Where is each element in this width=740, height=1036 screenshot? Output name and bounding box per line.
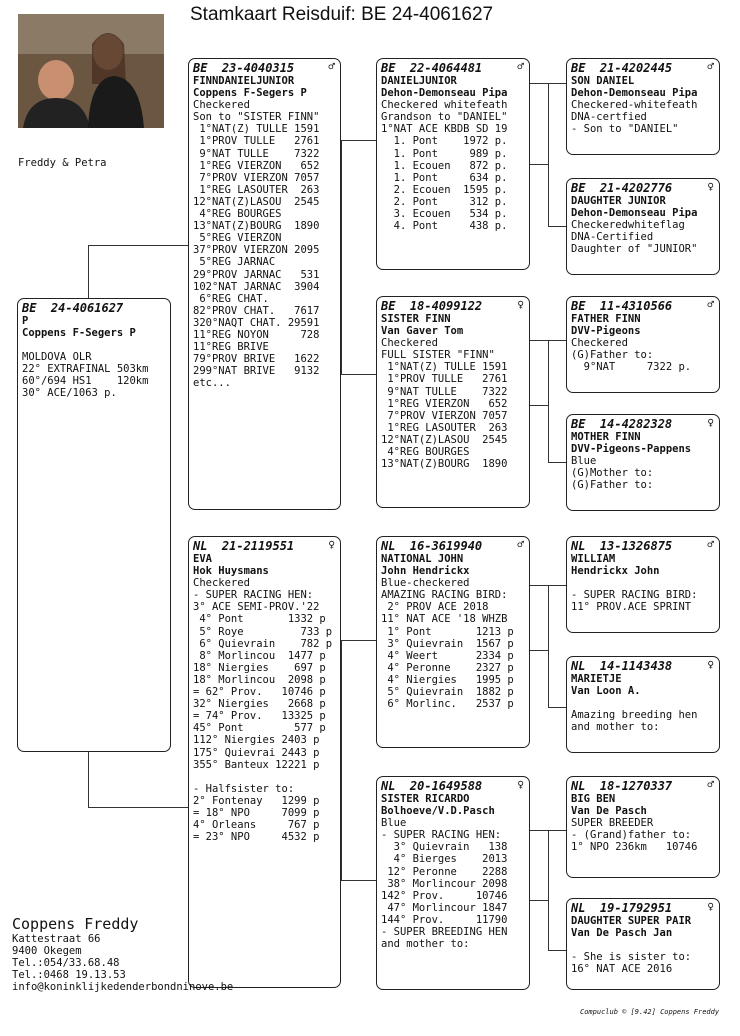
pigeon-info-line: and mother to: (381, 938, 470, 951)
pigeon-info-line: 3° Quievrain 1567 p (381, 637, 514, 650)
ring-number: NL 19-1792951 (571, 901, 673, 915)
pigeon-card-subject[interactable] (17, 298, 171, 752)
owner-street: Kattestraat 66 (12, 933, 101, 945)
ring-number: NL 13-1326875 (571, 539, 673, 553)
pigeon-info-line: 4° Weert 2334 p (381, 649, 514, 662)
pigeon-info-line: 29°PROV JARNAC 531 (193, 268, 320, 281)
breeder-name: John Hendrickx (381, 565, 470, 578)
pigeon-info-line: 11° NAT ACE '18 WHZB (381, 613, 508, 626)
owner-phone-1: Tel.:054/33.68.48 (12, 957, 120, 969)
pigeon-card-ffm[interactable] (566, 178, 720, 275)
pigeon-card-mmm[interactable] (566, 898, 720, 990)
pigeon-info-line: 4. Pont 438 p. (381, 220, 508, 233)
pigeon-info-line (571, 939, 715, 951)
pigeon-info-line: - Son to "DANIEL" (571, 123, 679, 136)
pigeon-info-line: 18° Morlincou 2098 p (193, 673, 326, 686)
pigeon-info-line: Checkered-whitefeath (571, 99, 698, 112)
pigeon-info-line: 6° Quievrain 782 p (193, 637, 333, 650)
pigeon-info-line: 299°NAT BRIVE 9132 (193, 365, 320, 378)
pigeon-info-line: - Halfsister to: (193, 782, 295, 795)
pigeon-info-line: 5° Quievrain 1882 p (381, 686, 514, 699)
pigeon-card-fmf[interactable] (566, 296, 720, 393)
pigeon-info-line: 1°REG VIERZON 652 (381, 397, 508, 410)
pigeon-info-line: 1. Pont 1972 p. (381, 135, 508, 148)
pigeon-info-line: 38° Morlincour 2098 (381, 877, 508, 890)
owner-phone-2: Tel.:0468 19.13.53 (12, 969, 126, 981)
pigeon-info-line: 9°NAT 7322 p. (571, 361, 692, 374)
pigeon-info-line: Blue-checkered (381, 577, 470, 590)
pigeon-info-line: 320°NAQT CHAT. 29591 (193, 316, 320, 329)
pigeon-info-line: Checkered (381, 337, 438, 350)
pigeon-info-line: Son to "SISTER FINN" (193, 111, 320, 124)
ring-number: NL 21-2119551 (193, 539, 295, 553)
pigeon-info-line: 3. Ecouen 534 p. (381, 208, 508, 221)
photo-caption: Freddy & Petra (18, 157, 107, 169)
male-icon: ♂ (328, 60, 335, 73)
pigeon-info-line: 5° Roye 733 p (193, 625, 333, 638)
female-icon: ♀ (517, 778, 524, 791)
pigeon-info-line: 1° Pont 1213 p (381, 625, 514, 638)
pigeon-info-line: 2° Fontenay 1299 p (193, 794, 320, 807)
pigeon-card-father-father[interactable] (376, 58, 530, 270)
pigeon-info-line: 82°PROV CHAT. 7617 (193, 304, 320, 317)
pigeon-info-line: 6° Morlinc. 2537 p (381, 698, 514, 711)
pigeon-name: DAUGHTER JUNIOR (571, 195, 666, 207)
footer-credit: Compuclub © [9.42] Coppens Freddy (580, 1008, 720, 1016)
pigeon-name: P (22, 315, 29, 327)
pigeon-info-line: 12° Peronne 2288 (381, 865, 508, 878)
pigeon-info-line: - SUPER RACING BIRD: (571, 589, 698, 602)
pigeon-info-line: - SUPER RACING HEN: (193, 589, 314, 602)
pigeon-info-line: Daughter of "JUNIOR" (571, 243, 698, 256)
pigeon-info-line: 1°REG VIERZON 652 (193, 159, 320, 172)
pigeon-info-line: FULL SISTER "FINN" (381, 349, 495, 362)
pigeon-info-line: 4° Bierges 2013 (381, 853, 508, 866)
pigeon-info-line: 102°NAT JARNAC 3904 (193, 280, 320, 293)
pigeon-name: EVA (193, 553, 212, 565)
pigeon-info-line: 30° ACE/1063 p. (22, 387, 117, 400)
pigeon-info-line: SUPER BREEDER (571, 817, 654, 830)
pigeon-info-line: - SUPER RACING HEN: (381, 829, 502, 842)
pigeon-info-line: 2. Pont 312 p. (381, 195, 508, 208)
breeder-name: Van De Pasch Jan (571, 927, 673, 940)
pigeon-card-mfm[interactable] (566, 656, 720, 753)
pigeon-info-line: DNA-Certified (571, 231, 654, 244)
pigeon-info-line: (G)Father to: (571, 349, 654, 362)
pigeon-info-line: 4° Orleans 767 p (193, 818, 320, 831)
pigeon-name: SISTER FINN (381, 313, 451, 325)
male-icon: ♂ (707, 60, 714, 73)
pigeon-info-line (571, 697, 715, 709)
owner-address (12, 915, 233, 993)
breeder-name: Bolhoeve/V.D.Pasch (381, 805, 495, 818)
pigeon-info-line: (G)Mother to: (571, 467, 654, 480)
pigeon-info-line: 142° Prov. 10746 (381, 889, 508, 902)
pigeon-info-line: 13°NAT(Z)BOURG 1890 (193, 220, 320, 233)
pigeon-info-line: 37°PROV VIERZON 2095 (193, 244, 320, 257)
pigeon-info-line: 1°PROV TULLE 2761 (193, 135, 320, 148)
pigeon-info-line: 175° Quievrai 2443 p (193, 746, 320, 759)
pigeon-info-line: 11° PROV.ACE SPRINT (571, 601, 692, 614)
breeder-name: Hendrickx John (571, 565, 660, 578)
pigeon-info-line: - (Grand)father to: (571, 829, 692, 842)
pigeon-info-line: - She is sister to: (571, 951, 692, 964)
breeder-name: Van Gaver Tom (381, 325, 464, 338)
pigeon-info-line: 112° Niergies 2403 p (193, 734, 320, 747)
owner-name: Coppens Freddy (12, 915, 139, 933)
pigeon-card-mmf[interactable] (566, 776, 720, 878)
pigeon-info-line: Blue (381, 817, 407, 830)
pigeon-info-line: 1°REG LASOUTER 263 (193, 183, 320, 196)
female-icon: ♀ (707, 658, 714, 671)
pigeon-name: SON DANIEL (571, 75, 635, 87)
ring-number: NL 16-3619940 (381, 539, 483, 553)
male-icon: ♂ (517, 538, 524, 551)
pigeon-info-line: 1. Pont 634 p. (381, 171, 508, 184)
pigeon-name: MARIETJE (571, 673, 622, 685)
pigeon-card-mff[interactable] (566, 536, 720, 633)
pigeon-info-line: AMAZING RACING BIRD: (381, 589, 508, 602)
pigeon-info-line: Checkered whitefeath (381, 99, 508, 112)
female-icon: ♀ (707, 900, 714, 913)
pigeon-info-line: DNA-certfied (571, 111, 647, 124)
breeder-name: DVV-Pigeons-Pappens (571, 443, 692, 456)
pigeon-info-line: 79°PROV BRIVE 1622 (193, 353, 320, 366)
pigeon-info-line: 18° Niergies 697 p (193, 661, 326, 674)
pigeon-name: FINNDANIELJUNIOR (193, 75, 295, 87)
breeder-name: Dehon-Demonseau Pipa (571, 207, 698, 220)
pigeon-info-line: 2° PROV ACE 2018 (381, 601, 489, 614)
pigeon-info-line: 8° Morlincou 1477 p (193, 649, 326, 662)
pigeon-info-line: 1°NAT(Z) TULLE 1591 (381, 361, 508, 374)
pigeon-name: DANIELJUNIOR (381, 75, 457, 87)
pigeon-name: SISTER RICARDO (381, 793, 470, 805)
ring-number: BE 21-4202776 (571, 181, 673, 195)
female-icon: ♀ (707, 416, 714, 429)
pigeon-info-line: 11°REG BRIVE (193, 341, 269, 354)
pigeon-info-line: Amazing breeding hen (571, 709, 698, 722)
pigeon-info-line: Checkered (193, 577, 250, 590)
pigeon-name: MOTHER FINN (571, 431, 641, 443)
female-icon: ♀ (328, 538, 335, 551)
pigeon-info-line (193, 771, 336, 783)
pigeon-info-line: 4° Pont 1332 p (193, 613, 326, 626)
owner-city: 9400 Okegem (12, 945, 82, 957)
ring-number: NL 14-1143438 (571, 659, 673, 673)
ring-number: BE 18-4099122 (381, 299, 483, 313)
pigeon-info-line: 60°/694 HS1 120km (22, 375, 149, 388)
pigeon-info-line: 9°NAT TULLE 7322 (193, 147, 320, 160)
pigeon-info-line: 5°REG VIERZON (193, 232, 282, 245)
pigeon-info-line: 1° NPO 236km 10746 (571, 841, 698, 854)
pigeon-info-line: (G)Father to: (571, 479, 654, 492)
male-icon: ♂ (707, 778, 714, 791)
pigeon-info-line: 12°NAT(Z)LASOU 2545 (381, 433, 508, 446)
ring-number: BE 24-4061627 (22, 301, 124, 315)
pigeon-info-line: 13°NAT(Z)BOURG 1890 (381, 458, 508, 471)
pigeon-name: DAUGHTER SUPER PAIR (571, 915, 692, 927)
breeder-name: Coppens F-Segers P (193, 87, 307, 100)
pigeon-info-line: 1°PROV TULLE 2761 (381, 373, 508, 386)
pigeon-info-line: 7°PROV VIERZON 7057 (381, 409, 508, 422)
pigeon-info-line: = 74° Prov. 13325 p (193, 710, 326, 723)
ring-number: BE 14-4282328 (571, 417, 673, 431)
pigeon-info-line: - SUPER BREEDING HEN (381, 926, 508, 939)
pigeon-info-line: = 62° Prov. 10746 p (193, 686, 326, 699)
pigeon-info-line (571, 577, 715, 589)
pigeon-name: NATIONAL JOHN (381, 553, 464, 565)
pigeon-info-line: 22° EXTRAFINAL 503km (22, 363, 149, 376)
pigeon-info-line: = 18° NPO 7099 p (193, 806, 320, 819)
pigeon-info-line: 4°REG BOURGES (381, 446, 470, 459)
ring-number: BE 22-4064481 (381, 61, 483, 75)
pigeon-name: BIG BEN (571, 793, 616, 805)
pigeon-info-line: 144° Prov. 11790 (381, 913, 508, 926)
pigeon-info-line: 3° Quievrain 138 (381, 841, 508, 854)
male-icon: ♂ (707, 538, 714, 551)
pigeon-card-father[interactable] (188, 58, 341, 510)
pigeon-info-line: 47° Morlincour 1847 (381, 901, 508, 914)
ring-number: BE 21-4202445 (571, 61, 673, 75)
pigeon-info-line: Checkeredwhiteflag (571, 219, 685, 232)
pigeon-info-line: 5°REG JARNAC (193, 256, 276, 269)
pigeon-name: FATHER FINN (571, 313, 641, 325)
pigeon-name: WILLIAM (571, 553, 616, 565)
breeder-name: DVV-Pigeons (571, 325, 641, 338)
pigeon-info-line: 4°REG BOURGES (193, 208, 282, 221)
pigeon-info-line: MOLDOVA OLR (22, 351, 92, 364)
ring-number: NL 20-1649588 (381, 779, 483, 793)
pigeon-info-line: 1°NAT ACE KBDB SD 19 (381, 123, 508, 136)
pigeon-card-father-mother[interactable] (376, 296, 530, 508)
ring-number: NL 18-1270337 (571, 779, 673, 793)
owner-email[interactable]: info@koninklijkedenderbondninove.be (12, 981, 234, 993)
breeder-name: Hok Huysmans (193, 565, 269, 578)
pigeon-info-line: 3° ACE SEMI-PROV.'22 (193, 601, 320, 614)
pigeon-info-line: = 23° NPO 4532 p (193, 831, 320, 844)
pigeon-info-line: 1°REG LASOUTER 263 (381, 421, 508, 434)
pigeon-info-line: etc... (193, 377, 231, 390)
pigeon-info-line: 1. Ecouen 872 p. (381, 159, 508, 172)
pigeon-card-mother-mother[interactable] (376, 776, 530, 990)
female-icon: ♀ (517, 298, 524, 311)
pigeon-card-fff[interactable] (566, 58, 720, 155)
pigeon-info-line: 16° NAT ACE 2016 (571, 963, 673, 976)
pigeon-info-line: Grandson to "DANIEL" (381, 111, 508, 124)
pigeon-info-line: 11°REG NOYON 728 (193, 328, 320, 341)
page-title: Stamkaart Reisduif: BE 24-4061627 (190, 4, 494, 25)
pigeon-info-line: 7°PROV VIERZON 7057 (193, 171, 320, 184)
pigeon-card-fmm[interactable] (566, 414, 720, 511)
breeder-name: Van De Pasch (571, 805, 647, 818)
pigeon-info-line: 4° Niergies 1995 p (381, 673, 514, 686)
female-icon: ♀ (707, 180, 714, 193)
pigeon-info-line: 2. Ecouen 1595 p. (381, 183, 508, 196)
pigeon-card-mother-father[interactable] (376, 536, 530, 748)
breeder-name: Dehon-Demonseau Pipa (571, 87, 698, 100)
pigeon-info-line (22, 339, 166, 351)
pigeon-info-line: Checkered (571, 337, 628, 350)
ring-number: BE 11-4310566 (571, 299, 673, 313)
pigeon-info-line: 1°NAT(Z) TULLE 1591 (193, 123, 320, 136)
pigeon-info-line: 4° Peronne 2327 p (381, 661, 514, 674)
pigeon-info-line: and mother to: (571, 721, 660, 734)
pigeon-info-line: 9°NAT TULLE 7322 (381, 385, 508, 398)
male-icon: ♂ (517, 60, 524, 73)
breeder-name: Van Loon A. (571, 685, 641, 698)
owner-photo (18, 14, 164, 128)
breeder-name: Dehon-Demonseau Pipa (381, 87, 508, 100)
pigeon-info-line: Checkered (193, 99, 250, 112)
male-icon: ♂ (707, 298, 714, 311)
pigeon-info-line: 1. Pont 989 p. (381, 147, 508, 160)
ring-number: BE 23-4040315 (193, 61, 295, 75)
pigeon-info-line: 45° Pont 577 p (193, 722, 326, 735)
pigeon-info-line: 6°REG CHAT. (193, 292, 269, 305)
pigeon-info-line: Blue (571, 455, 597, 468)
pigeon-info-line: 32° Niergies 2668 p (193, 698, 326, 711)
breeder-name: Coppens F-Segers P (22, 327, 136, 340)
pigeon-info-line: 12°NAT(Z)LASOU 2545 (193, 195, 320, 208)
pigeon-info-line: 355° Banteux 12221 p (193, 758, 320, 771)
